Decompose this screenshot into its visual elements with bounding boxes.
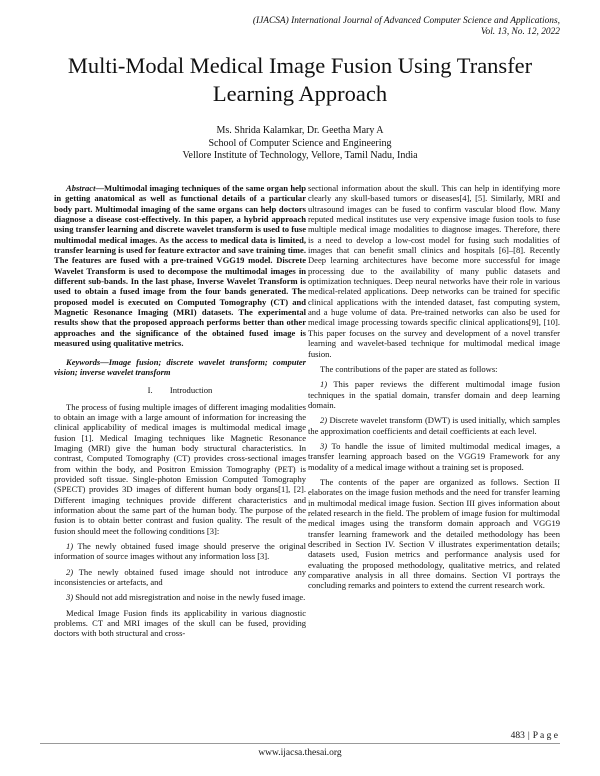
journal-name: (IJACSA) International Journal of Advanced Computer Science and Applications, <box>252 16 560 26</box>
condition-1-text: The newly obtained fused image should preserve the original information of source images without any information loss [3]. <box>54 541 306 562</box>
condition-1 <box>54 541 306 562</box>
contribution-2-text: Discrete wavelet transform (DWT) is used initially, which samples the approximation coefficients and detail coefficients at each level. <box>308 415 560 436</box>
author-block <box>0 125 600 163</box>
condition-3-text: Should not add misregistration and noise in the newly fused image. <box>73 592 306 603</box>
keywords: Keywords—Image fusion; discrete wavelet transform; computer vision; inverse wavelet transform <box>54 356 306 377</box>
footer-url[interactable]: www.ijacsa.thesai.org <box>258 748 342 758</box>
affiliation-school: School of Computer Science and Engineering <box>208 137 392 149</box>
contribution-1 <box>308 379 560 410</box>
condition-3-number: 3) <box>66 592 74 603</box>
left-column <box>54 183 306 639</box>
organization-paragraph: The contents of the paper are organized as follows. Section II elaborates on the image fusion methods and the need for transfer learning in multimodal medical image fusion. Section III gives information about related research in the field. The problem of image fusion for multimodal medical images using the transform domain approach and VGG19 transfer learning framework and the detailed methodology has been described in Section IV. Section V illustrates experimentation details; datasets used, Fusion metrics and performance analysis used for evaluating the proposed methodology, qualitative metrics, and related comparative analysis in all three domains. Section VI portrays the concluding remarks and pointers to extend the current research work. <box>308 476 560 591</box>
contribution-3-number: 3) <box>320 440 328 451</box>
condition-1-number: 1) <box>66 541 74 551</box>
paper-title <box>40 52 560 108</box>
contribution-3 <box>308 441 560 472</box>
title-line-1: Multi-Modal Medical Image Fusion Using Transfer <box>67 53 533 78</box>
page-separator: | <box>527 731 530 741</box>
right-column <box>308 183 560 591</box>
page-number-value: 483 <box>510 731 525 741</box>
condition-3 <box>54 592 306 602</box>
authors: Ms. Shrida Kalamkar, Dr. Geetha Mary A <box>216 125 384 136</box>
abstract-text: —Multimodal imaging techniques of the same organ help in getting anatomical as well as functional details of a particular body part. Multimodal imaging of the same organs can help doctors diagnose a disease cost-effectively. In this paper, a hybrid approach using transfer learning and discrete wavelet transform is used to fuse multimodal medical images. As the access to medical data is limited, transfer learning is used for feature extractor and save training time. The features are fused with a pre-trained VGG19 model. Discrete Wavelet Transform is used to decompose the multimodal images in different sub-bands. In the last phase, Inverse Wavelet Transform is used to obtain a fused image from the four bands generated. The proposed model is executed on Computed Tomography (CT) and Magnetic Resonance Imaging (MRI) datasets. The experimental results show that the proposed approach performs better than other approaches and the significance of the obtained fused image is measured using qualitative metrics. <box>54 183 306 349</box>
contribution-3-text: To handle the issue of limited multimodal medical images, a transfer learning approach based on the VGG19 Framework for any modality of a medical image without a training set is proposed. <box>308 440 560 472</box>
condition-2-number: 2) <box>66 566 74 577</box>
abstract <box>54 183 306 349</box>
intro-paragraph-1: The process of fusing multiple images of different imaging modalities to obtain an image with a large amount of information for increasing the clinical applicability of medical images is multimodal medical image fusion [1]. Medical Imaging techniques like Magnetic Resonance Imaging (MRI) give the human body structural characteristics. In contrast, Computed Tomography (CT) provides cross-sectional images from within the body, and Positron Emission Tomography (PET) is provided soft tissue. Single-photon Emission Computed Tomography (SPECT) provides 3D images of different human body organs[1], [2]. Different imaging techniques provide different characteristics and information about the same part of the human body. The purpose of the fusion is to obtain better contrast and fusion quality. The result of the fusion should meet the following conditions [3]: <box>54 401 306 536</box>
condition-2 <box>54 567 306 588</box>
affiliation-institute: Vellore Institute of Technology, Vellore, Tamil Nadu, India <box>182 150 418 161</box>
contribution-2 <box>308 415 560 436</box>
right-paragraph-1: sectional information about the skull. This can help in identifying more clearly any skull-based tumors or diseases[4], [5]. Similarly, MRI and ultrasound images can be fused to confirm vascular blood flow. Many reputed medical institutes use very expensive image fusion tools to fuse multiple medical image modalities to diagnose images. Therefore, there is a need to develop a low-cost model for fusing such modalities of images that can benefit small clinics and hospitals [6]–[8]. Recently Deep learning architectures have become more successful for image processing due to the availability of many public datasets and optimization techniques. Deep neural networks have their role in various medical-related applications. Deep networks can be trained for specific clinical applications with the intended dataset, fast computing system, and a huge volume of data. Pre-trained networks can also be used for medical image processing towards specific clinical applications[9], [10]. This paper focuses on the survey and development of a novel transfer learning and wavelet-based technique for multimodal medical image fusion. <box>308 183 560 359</box>
page-label: P a g e <box>532 731 558 741</box>
contribution-2-number: 2) <box>320 415 328 426</box>
contribution-1-text: This paper reviews the different multimodal image fusion techniques in the spatial domain, transfer domain and deep learning domain. <box>308 379 560 410</box>
journal-volume: Vol. 13, No. 12, 2022 <box>480 27 560 37</box>
condition-2-text: The newly obtained fused image should not introduce any inconsistencies or artefacts, and <box>54 566 306 588</box>
page-number <box>511 731 558 741</box>
contribution-1-number: 1) <box>320 379 328 390</box>
title-line-2: Learning Approach <box>212 81 388 106</box>
journal-header <box>253 16 560 38</box>
abstract-label: Abstract <box>66 183 96 193</box>
intro-paragraph-2: Medical Image Fusion finds its applicability in various diagnostic problems. CT and MRI images of the skull can be fused, providing doctors with both structural and cross- <box>54 607 306 639</box>
contributions-intro: The contributions of the paper are stated as follows: <box>320 363 498 374</box>
footer-rule <box>40 743 560 744</box>
section-heading-introduction: I. Introduction <box>147 385 213 396</box>
